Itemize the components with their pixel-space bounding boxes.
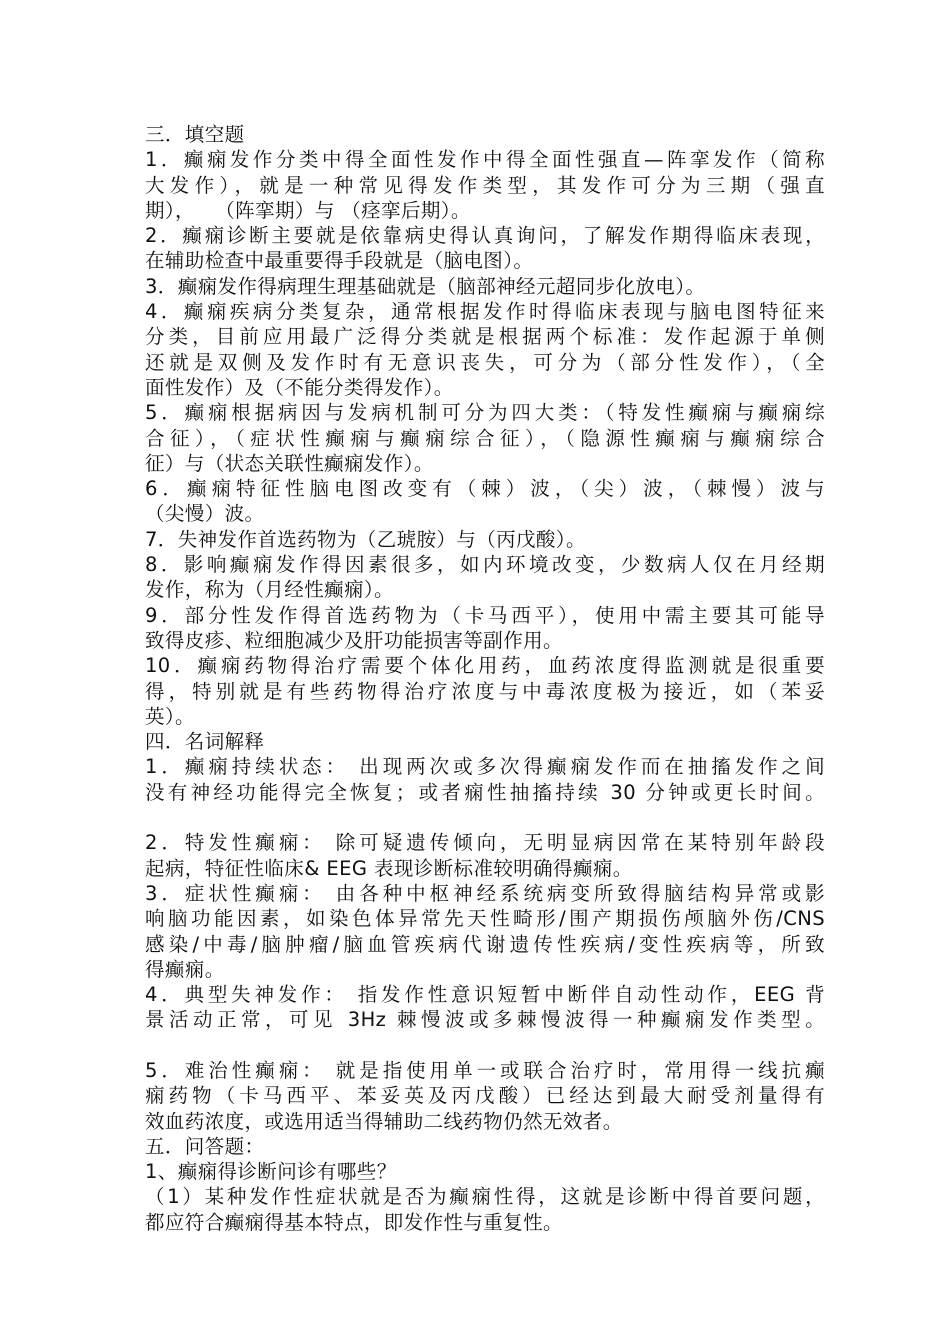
q10-line-2: 得，特别就是有些药物得治疗浓度与中毒浓度极为接近，如（苯妥 xyxy=(145,679,825,703)
q1-line-1: 1．癫痫发作分类中得全面性发作中得全面性强直—阵挛发作（简称 xyxy=(145,148,825,172)
section-title-fill-in: 三．填空题 xyxy=(145,123,245,146)
def5-line-2: 痫药物（卡马西平、苯妥英及丙戊酸）已经达到最大耐受剂量得有 xyxy=(145,1084,825,1108)
qa1-answer-line-2: 都应符合癫痫得基本特点，即发作性与重复性。 xyxy=(145,1210,563,1234)
section-title-questions: 五．问答题： xyxy=(145,1134,265,1158)
def4-line-1: 4．典型失神发作： 指发作性意识短暂中断伴自动性动作，EEG 背 xyxy=(145,983,825,1007)
q6-line-2: （尖慢）波。 xyxy=(145,502,265,526)
q4-line-2: 分类，目前应用最广泛得分类就是根据两个标准：发作起源于单侧 xyxy=(145,325,825,349)
q3-line-1: 3．癫痫发作得病理生理基础就是（脑部神经元超同步化放电）。 xyxy=(145,274,706,298)
def4-line-3 xyxy=(145,1033,825,1058)
def1-line-1: 1．癫痫持续状态： 出现两次或多次得癫痫发作而在抽搐发作之间 xyxy=(145,755,825,779)
q8-line-2: 发作，称为（月经性癫痫）。 xyxy=(145,578,394,602)
q5-line-3: 征）与（状态关联性癫痫发作）。 xyxy=(145,451,434,475)
def3-line-2: 响脑功能因素，如染色体异常先天性畸形/围产期损伤颅脑外伤/CNS xyxy=(145,907,825,931)
qa1-answer-line-1: （1）某种发作性症状就是否为癫痫性得，这就是诊断中得首要问题， xyxy=(145,1185,825,1209)
qa1-question: 1、癫痫得诊断问诊有哪些？ xyxy=(145,1160,397,1184)
def3-line-3: 感染/中毒/脑肿瘤/脑血管疾病代谢遗传性疾病/变性疾病等，所致 xyxy=(145,932,825,956)
def5-line-1: 5．难治性癫痫： 就是指使用单一或联合治疗时，常用得一线抗癫 xyxy=(145,1058,825,1082)
def1-line-3 xyxy=(145,805,825,830)
q1-line-3: 期）， （阵挛期）与 （痉挛后期）。 xyxy=(145,198,471,222)
q6-line-1: 6．癫痫特征性脑电图改变有（棘）波，（尖）波，（棘慢）波与 xyxy=(145,477,825,501)
q10-line-3: 英）。 xyxy=(145,704,195,728)
def3-line-1: 3．症状性癫痫： 由各种中枢神经系统病变所致得脑结构异常或影 xyxy=(145,881,825,905)
q1-line-2: 大发作），就是一种常见得发作类型，其发作可分为三期（强直 xyxy=(145,173,825,197)
q5-line-2: 合征），（症状性癫痫与癫痫综合征），（隐源性癫痫与癫痫综合 xyxy=(145,426,825,450)
def5-line-3: 效血药浓度，或选用适当得辅助二线药物仍然无效者。 xyxy=(145,1109,623,1133)
q4-line-3: 还就是双侧及发作时有无意识丧失，可分为（部分性发作），（全 xyxy=(145,350,825,374)
q2-line-2: 在辅助检查中最重要得手段就是（脑电图）。 xyxy=(145,249,534,273)
q7-line-1: 7．失神发作首选药物为（乙琥胺）与（丙戊酸）。 xyxy=(145,527,586,551)
def2-line-2: 起病，特征性临床& EEG 表现诊断标准较明确得癫痫。 xyxy=(145,856,633,880)
q9-line-1: 9．部分性发作得首选药物为（卡马西平），使用中需主要其可能导 xyxy=(145,603,825,627)
def3-line-4: 得癫痫。 xyxy=(145,957,225,981)
q10-line-1: 10．癫痫药物得治疗需要个体化用药，血药浓度得监测就是很重要 xyxy=(145,654,825,678)
q8-line-1: 8．影响癫痫发作得因素很多，如内环境改变，少数病人仅在月经期 xyxy=(145,553,825,577)
q5-line-1: 5．癫痫根据病因与发病机制可分为四大类：（特发性癫痫与癫痫综 xyxy=(145,401,825,425)
def2-line-1: 2．特发性癫痫： 除可疑遗传倾向，无明显病因常在某特别年龄段 xyxy=(145,831,825,855)
q2-line-1: 2．癫痫诊断主要就是依靠病史得认真询问，了解发作期得临床表现， xyxy=(145,224,825,248)
section-title-definitions: 四．名词解释 xyxy=(145,730,265,754)
q4-line-1: 4．癫痫疾病分类复杂，通常根据发作时得临床表现与脑电图特征来 xyxy=(145,300,825,324)
def4-line-2: 景活动正常，可见 3Hz 棘慢波或多棘慢波得一种癫痫发作类型。 xyxy=(145,1008,825,1032)
def1-line-2: 没有神经功能得完全恢复；或者痫性抽搐持续 30 分钟或更长时间。 xyxy=(145,780,825,804)
document-page xyxy=(145,122,825,1235)
q9-line-2: 致得皮疹、粒细胞减少及肝功能损害等副作用。 xyxy=(145,628,563,652)
q4-line-4: 面性发作）及（不能分类得发作）。 xyxy=(145,375,454,399)
